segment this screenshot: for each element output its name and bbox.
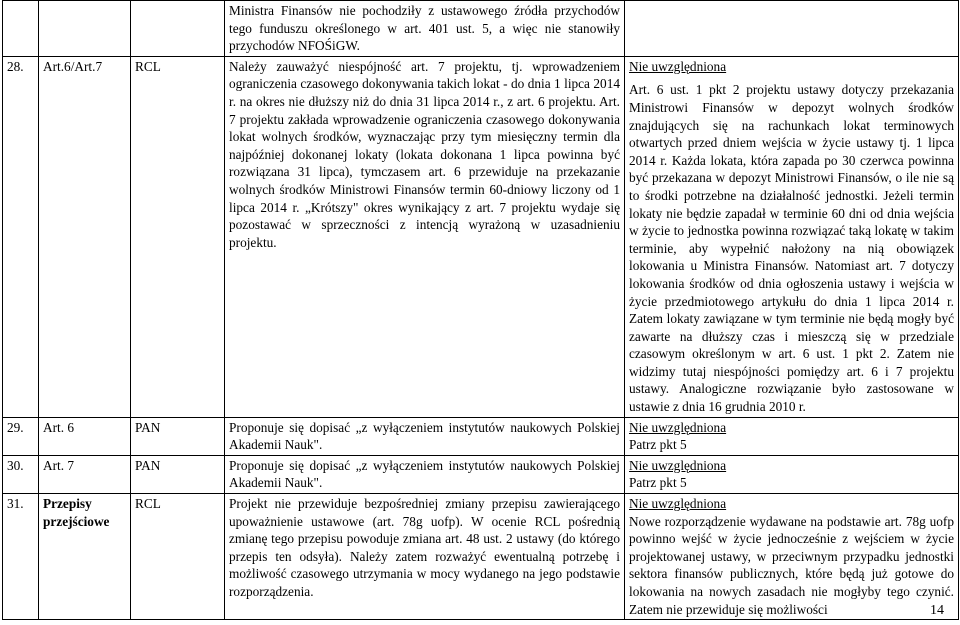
row-content: Proponuje się dopisać „z wyłączeniem instytutów naukowych Polskiej Akademii Nauk". <box>225 417 625 455</box>
decision-text: Nowe rozporządzenie wydawane na podstawie art. 78g uofp powinno wejść w życie jednocześnie z wejściem w życie projektowanej ustawy, w przeciwnym przypadku jednostki sektora finansów publicznych, które będą już gotowe do lokowania na nowych zasadach nie mogłyby tego czynić. Zatem nie przewiduje się możliwości <box>629 513 954 617</box>
row-article: Art. 7 <box>39 455 131 493</box>
row-decision-cell <box>625 56 959 417</box>
table-row <box>3 494 959 620</box>
row-content: Należy zauważyć niespójność art. 7 projektu, tj. wprowadzeniem ograniczenia czasowego dokonywania takich lokat - do dnia 1 lipca 2014 r. na okres nie dłuższy niż do dnia 31 lipca 2014 r., z art. 6 projektu. Art. 7 projektu zakłada wprowadzenie ograniczenia czasowego dokonywania lokat wolnych środków, wyznaczając przy tym miesięczny termin dla najpóźniej dokonanej lokaty (lokata dokonana 1 lipca powinna być rozwiązana 31 lipca), tymczasem art. 6 przewiduje na przekazanie wolnych środków Ministrowi Finansów termin 60-dniowy liczony od 1 lipca 2014 r. „Krótszy" okres wynikający z art. 7 projektu wydaje się pozostawać w sprzeczności z intencją wyrażoną w uzasadnieniu projektu. <box>225 56 625 417</box>
page-number: 14 <box>930 603 944 618</box>
comments-table <box>2 0 959 620</box>
table-row <box>3 1 959 57</box>
row-decision-cell <box>625 494 959 620</box>
verdict-label: Nie uwzględniona <box>629 457 727 473</box>
decision-text: Patrz pkt 5 <box>629 475 687 491</box>
decision-text: Art. 6 ust. 1 pkt 2 projektu ustawy dotyczy przekazania Ministrowi Finansów w depozyt wolnych środków znajdujących się na rachunkach lokat terminowych otwartych przed dniem wejścia w życie ustawy tj. 1 lipca 2014 r. Każda lokata, która zapada po 30 czerwca powinna być przekazana w depozyt Ministrowi Finansów, o ile nie są to środki potrzebne na działalność jednostki. Jeżeli termin lokaty nie będzie zapadał w terminie 60 dni od dnia wejścia w życie to jednostka powinna rozwiązać taką lokatę w takim terminie, aby wypełnić nałożony na nią obowiązek lokowania u Ministra Finansów. Natomiast art. 7 dotyczy lokowania środków od dnia ogłoszenia ustawy i wejścia w życie przedmiotowego artykułu do dnia 1 lipca 2014 r. Zatem lokaty zawiązane w tym terminie nie będą mogły być zawarte na dłuższy czas i mieszczą się w przedziale czasowym określonym w art. 6 ust. 1 pkt 2. Zatem nie widzimy tutaj niespójności pomiędzy art. 6 i 7 projektu ustawy. Analogiczne rozwiązanie było zastosowane w ustawie z dnia 16 grudnia 2010 r. <box>629 82 954 415</box>
row-source: PAN <box>131 455 225 493</box>
verdict-label: Nie uwzględniona <box>629 58 727 74</box>
verdict-label: Nie uwzględniona <box>629 496 727 512</box>
row-content: Ministra Finansów nie pochodziły z ustawowego źródła przychodów tego funduszu określonego w art. 401 ust. 5, a więc nie stanowiły przychodów NFOŚiGW. <box>225 1 625 57</box>
verdict-label: Nie uwzględniona <box>629 419 727 435</box>
row-content: Projekt nie przewiduje bezpośredniej zmiany przepisu zawierającego upoważnienie ustawowe (art. 78g uofp). W ocenie RCL pośrednią zmianę tego przepisu powoduje zmiana art. 48 ust. 2 ustawy (do którego przepis ten odsyła). Należy zatem rozważyć ewentualną potrzebę i możliwość czasowego utrzymania w mocy wydanego na jego podstawie rozporządzenia. <box>225 494 625 620</box>
row-decision-cell <box>625 417 959 455</box>
row-source: RCL <box>131 56 225 417</box>
row-number: 30. <box>3 455 39 493</box>
row-content: Proponuje się dopisać „z wyłączeniem instytutów naukowych Polskiej Akademii Nauk". <box>225 455 625 493</box>
row-article: Art.6/Art.7 <box>39 56 131 417</box>
table-row <box>3 56 959 417</box>
table-row <box>3 455 959 493</box>
row-number: 29. <box>3 417 39 455</box>
row-source <box>131 1 225 57</box>
row-decision <box>625 1 959 57</box>
row-number: 28. <box>3 56 39 417</box>
table-row <box>3 417 959 455</box>
decision-text: Patrz pkt 5 <box>629 437 687 453</box>
row-article: Przepisy przejściowe <box>39 494 131 620</box>
row-article: Art. 6 <box>39 417 131 455</box>
row-source: RCL <box>131 494 225 620</box>
row-article <box>39 1 131 57</box>
row-decision-cell <box>625 455 959 493</box>
row-source: PAN <box>131 417 225 455</box>
row-number: 31. <box>3 494 39 620</box>
row-number <box>3 1 39 57</box>
